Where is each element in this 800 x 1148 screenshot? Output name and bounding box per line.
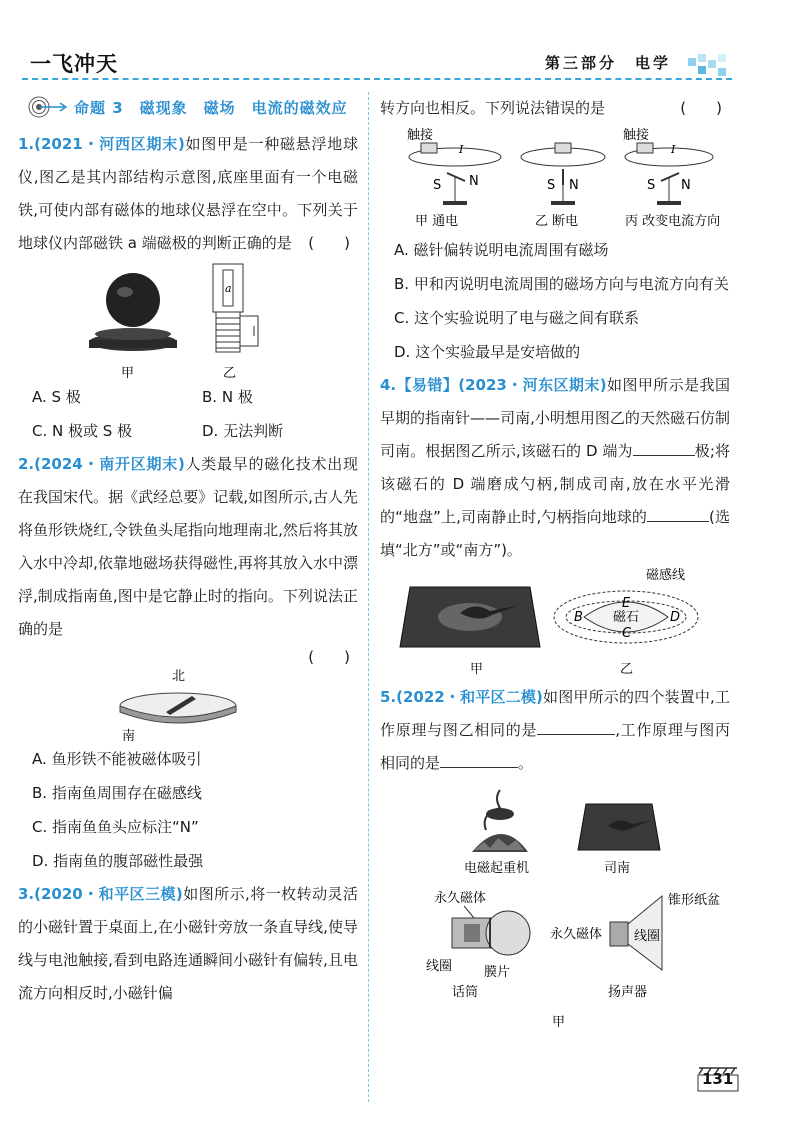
question-text: ,工作原理与图丙相同的是 bbox=[380, 721, 730, 772]
maglev-globe-figure bbox=[73, 260, 303, 380]
mic-magnet-label: 永久磁体 bbox=[434, 891, 487, 906]
question-text: 如图甲是一种磁悬浮地球仪,图乙是其内部结构示意图,底座里面有一个电磁铁,可使内部有磁体的地球仪悬浮在空中。下列关于地球仪内部磁铁 a 端磁极的判断正确的是 bbox=[18, 135, 358, 252]
left-column bbox=[18, 92, 358, 1010]
answer-paren: ( ) bbox=[308, 648, 350, 666]
question-4 bbox=[380, 369, 730, 567]
question-text: 如图甲所示是我国早期的指南针——司南,小明想用图乙的天然磁石仿制司南。根据图乙所示,该磁石的 D 端为 bbox=[380, 376, 730, 460]
option-a[interactable]: A. 磁针偏转说明电流周围有磁场 bbox=[394, 241, 609, 259]
q1-options bbox=[18, 380, 358, 448]
dev-speaker-label: 扬声器 bbox=[608, 985, 648, 1000]
topic-label: 命题 3 磁现象 磁场 电流的磁效应 bbox=[74, 98, 348, 117]
target-icon bbox=[28, 96, 68, 118]
answer-blank[interactable] bbox=[647, 507, 709, 522]
spk-coil-label: 线圈 bbox=[634, 929, 661, 944]
option-c[interactable]: C. 指南鱼鱼头应标注“N” bbox=[32, 818, 199, 836]
current-label: I bbox=[671, 143, 676, 156]
question-source: (2024・南开区期末) bbox=[34, 455, 185, 473]
question-2 bbox=[18, 448, 358, 646]
pole-s: S bbox=[547, 178, 556, 193]
oersted-experiment-figure bbox=[385, 125, 725, 233]
question-source: (2023・河东区期末) bbox=[458, 376, 607, 394]
header-divider bbox=[22, 78, 732, 80]
question-source: (2020・和平区三模) bbox=[34, 885, 183, 903]
caption-jia: 甲 bbox=[470, 662, 484, 677]
answer-paren: ( ) bbox=[680, 99, 722, 117]
answer-paren: ( ) bbox=[308, 234, 350, 252]
option-d[interactable]: D. 无法判断 bbox=[202, 422, 284, 440]
setup-yi bbox=[521, 143, 605, 229]
dev-crane-label: 电磁起重机 bbox=[464, 861, 530, 876]
question-3 bbox=[18, 878, 358, 1010]
label-touch: 触接 bbox=[623, 128, 650, 143]
question-3-continued bbox=[380, 92, 730, 125]
pole-s: S bbox=[433, 178, 442, 193]
option-b[interactable]: B. 甲和丙说明电流周围的磁场方向与电流方向有关 bbox=[394, 275, 729, 293]
pole-s: S bbox=[647, 178, 656, 193]
devices-figure bbox=[390, 780, 720, 1030]
label-north: 北 bbox=[172, 669, 186, 684]
dev-sinan-label: 司南 bbox=[604, 861, 631, 876]
error-prone-tag: 【易错】 bbox=[396, 376, 459, 394]
caption-yi: 乙 bbox=[223, 366, 237, 380]
option-b[interactable]: B. 指南鱼周围存在磁感线 bbox=[32, 784, 202, 802]
spk-magnet-label: 永久磁体 bbox=[550, 927, 603, 942]
label-field-lines: 磁感线 bbox=[646, 568, 686, 583]
answer-blank[interactable] bbox=[440, 753, 518, 768]
q3-options bbox=[380, 233, 730, 369]
question-number: 1. bbox=[18, 135, 35, 153]
brand-logo: 一飞冲天 bbox=[30, 52, 118, 76]
decorative-squares-icon bbox=[688, 54, 728, 78]
pole-n: N bbox=[569, 178, 579, 193]
caption-jia: 甲 bbox=[552, 1015, 566, 1030]
column-divider bbox=[368, 92, 369, 1102]
microphone-device bbox=[426, 890, 530, 1000]
answer-blank[interactable] bbox=[537, 720, 615, 735]
option-c[interactable]: C. N 极或 S 极 bbox=[32, 422, 133, 440]
dev-mic-label: 话筒 bbox=[452, 985, 479, 1000]
q2-options bbox=[18, 742, 358, 878]
page-number: 131 bbox=[702, 1070, 734, 1088]
option-a[interactable]: A. S 极 bbox=[32, 388, 81, 406]
question-number: 3. bbox=[18, 885, 35, 903]
pole-n: N bbox=[681, 178, 691, 193]
point-e: E bbox=[622, 596, 631, 611]
caption-jia: 甲 bbox=[121, 366, 135, 380]
caption-jia: 甲 通电 bbox=[415, 214, 459, 229]
option-d[interactable]: D. 这个实验最早是安培做的 bbox=[394, 343, 581, 361]
question-source: (2022・和平区二模) bbox=[396, 688, 543, 706]
question-source: (2021・河西区期末) bbox=[34, 135, 185, 153]
setup-bing bbox=[623, 127, 720, 229]
mic-coil-label: 线圈 bbox=[426, 959, 453, 974]
option-b[interactable]: B. N 极 bbox=[202, 388, 253, 406]
question-number: 2. bbox=[18, 455, 35, 473]
option-c[interactable]: C. 这个实验说明了电与磁之间有联系 bbox=[394, 309, 640, 327]
section-title: 第三部分 电学 bbox=[545, 54, 672, 72]
label-touch: 触接 bbox=[407, 128, 434, 143]
spk-cone-label: 锥形纸盆 bbox=[668, 893, 720, 908]
topic-heading bbox=[28, 96, 358, 118]
label-south: 南 bbox=[122, 729, 136, 742]
point-c: C bbox=[622, 626, 632, 641]
option-d[interactable]: D. 指南鱼的腹部磁性最强 bbox=[32, 852, 204, 870]
mic-membrane-label: 膜片 bbox=[484, 965, 511, 980]
caption-yi: 乙 bbox=[620, 662, 634, 677]
option-a[interactable]: A. 鱼形铁不能被磁体吸引 bbox=[32, 750, 202, 768]
caption-yi: 乙 断电 bbox=[535, 214, 579, 229]
crane-device bbox=[464, 790, 529, 876]
question-text: 人类最早的磁化技术出现在我国宋代。据《武经总要》记载,如图所示,古人先将鱼形铁烧红,令铁鱼头尾指向地理南北,然后将其放入水中冷却,依靠地磁场获得磁性,再将其放入水中漂浮,制成指南鱼,图中是它静止时的指向。下列说法正确的是 bbox=[18, 455, 358, 638]
label-stone: 磁石 bbox=[613, 610, 640, 625]
question-text: 。 bbox=[518, 754, 534, 772]
right-column bbox=[380, 92, 730, 1030]
question-text: 极;将该磁石的 D 端磨成勺柄,制成司南,放在水平光滑的“地盘”上,司南静止时,勺柄指向地球的 bbox=[380, 442, 730, 526]
south-fish-figure bbox=[108, 668, 268, 742]
question-5 bbox=[380, 681, 730, 780]
question-text: (选填“北方”或“南方”)。 bbox=[380, 508, 730, 559]
current-label: I bbox=[459, 143, 464, 156]
answer-blank[interactable] bbox=[633, 441, 695, 456]
point-b: B bbox=[574, 610, 583, 625]
speaker-device bbox=[550, 892, 720, 1000]
question-number: 5. bbox=[380, 688, 397, 706]
question-text: 转方向也相反。下列说法错误的是 bbox=[380, 99, 606, 117]
pole-n: N bbox=[469, 174, 479, 189]
setup-jia bbox=[407, 127, 501, 229]
question-text: 如图所示,将一枚转动灵活的小磁针置于桌面上,在小磁针旁放一条直导线,使导线与电池触接,看到电路连通瞬间小磁针有偏转,且电流方向相反时,小磁针偏 bbox=[18, 885, 358, 1002]
question-number: 4. bbox=[380, 376, 397, 394]
caption-bing: 丙 改变电流方向 bbox=[625, 214, 721, 229]
question-1 bbox=[18, 128, 358, 260]
compass-sinan-figure bbox=[390, 567, 720, 677]
sinan-device bbox=[578, 804, 660, 876]
point-d: D bbox=[670, 610, 681, 625]
label-a: a bbox=[225, 282, 232, 295]
question-text: 如图甲所示的四个装置中,工作原理与图乙相同的是 bbox=[380, 688, 730, 739]
